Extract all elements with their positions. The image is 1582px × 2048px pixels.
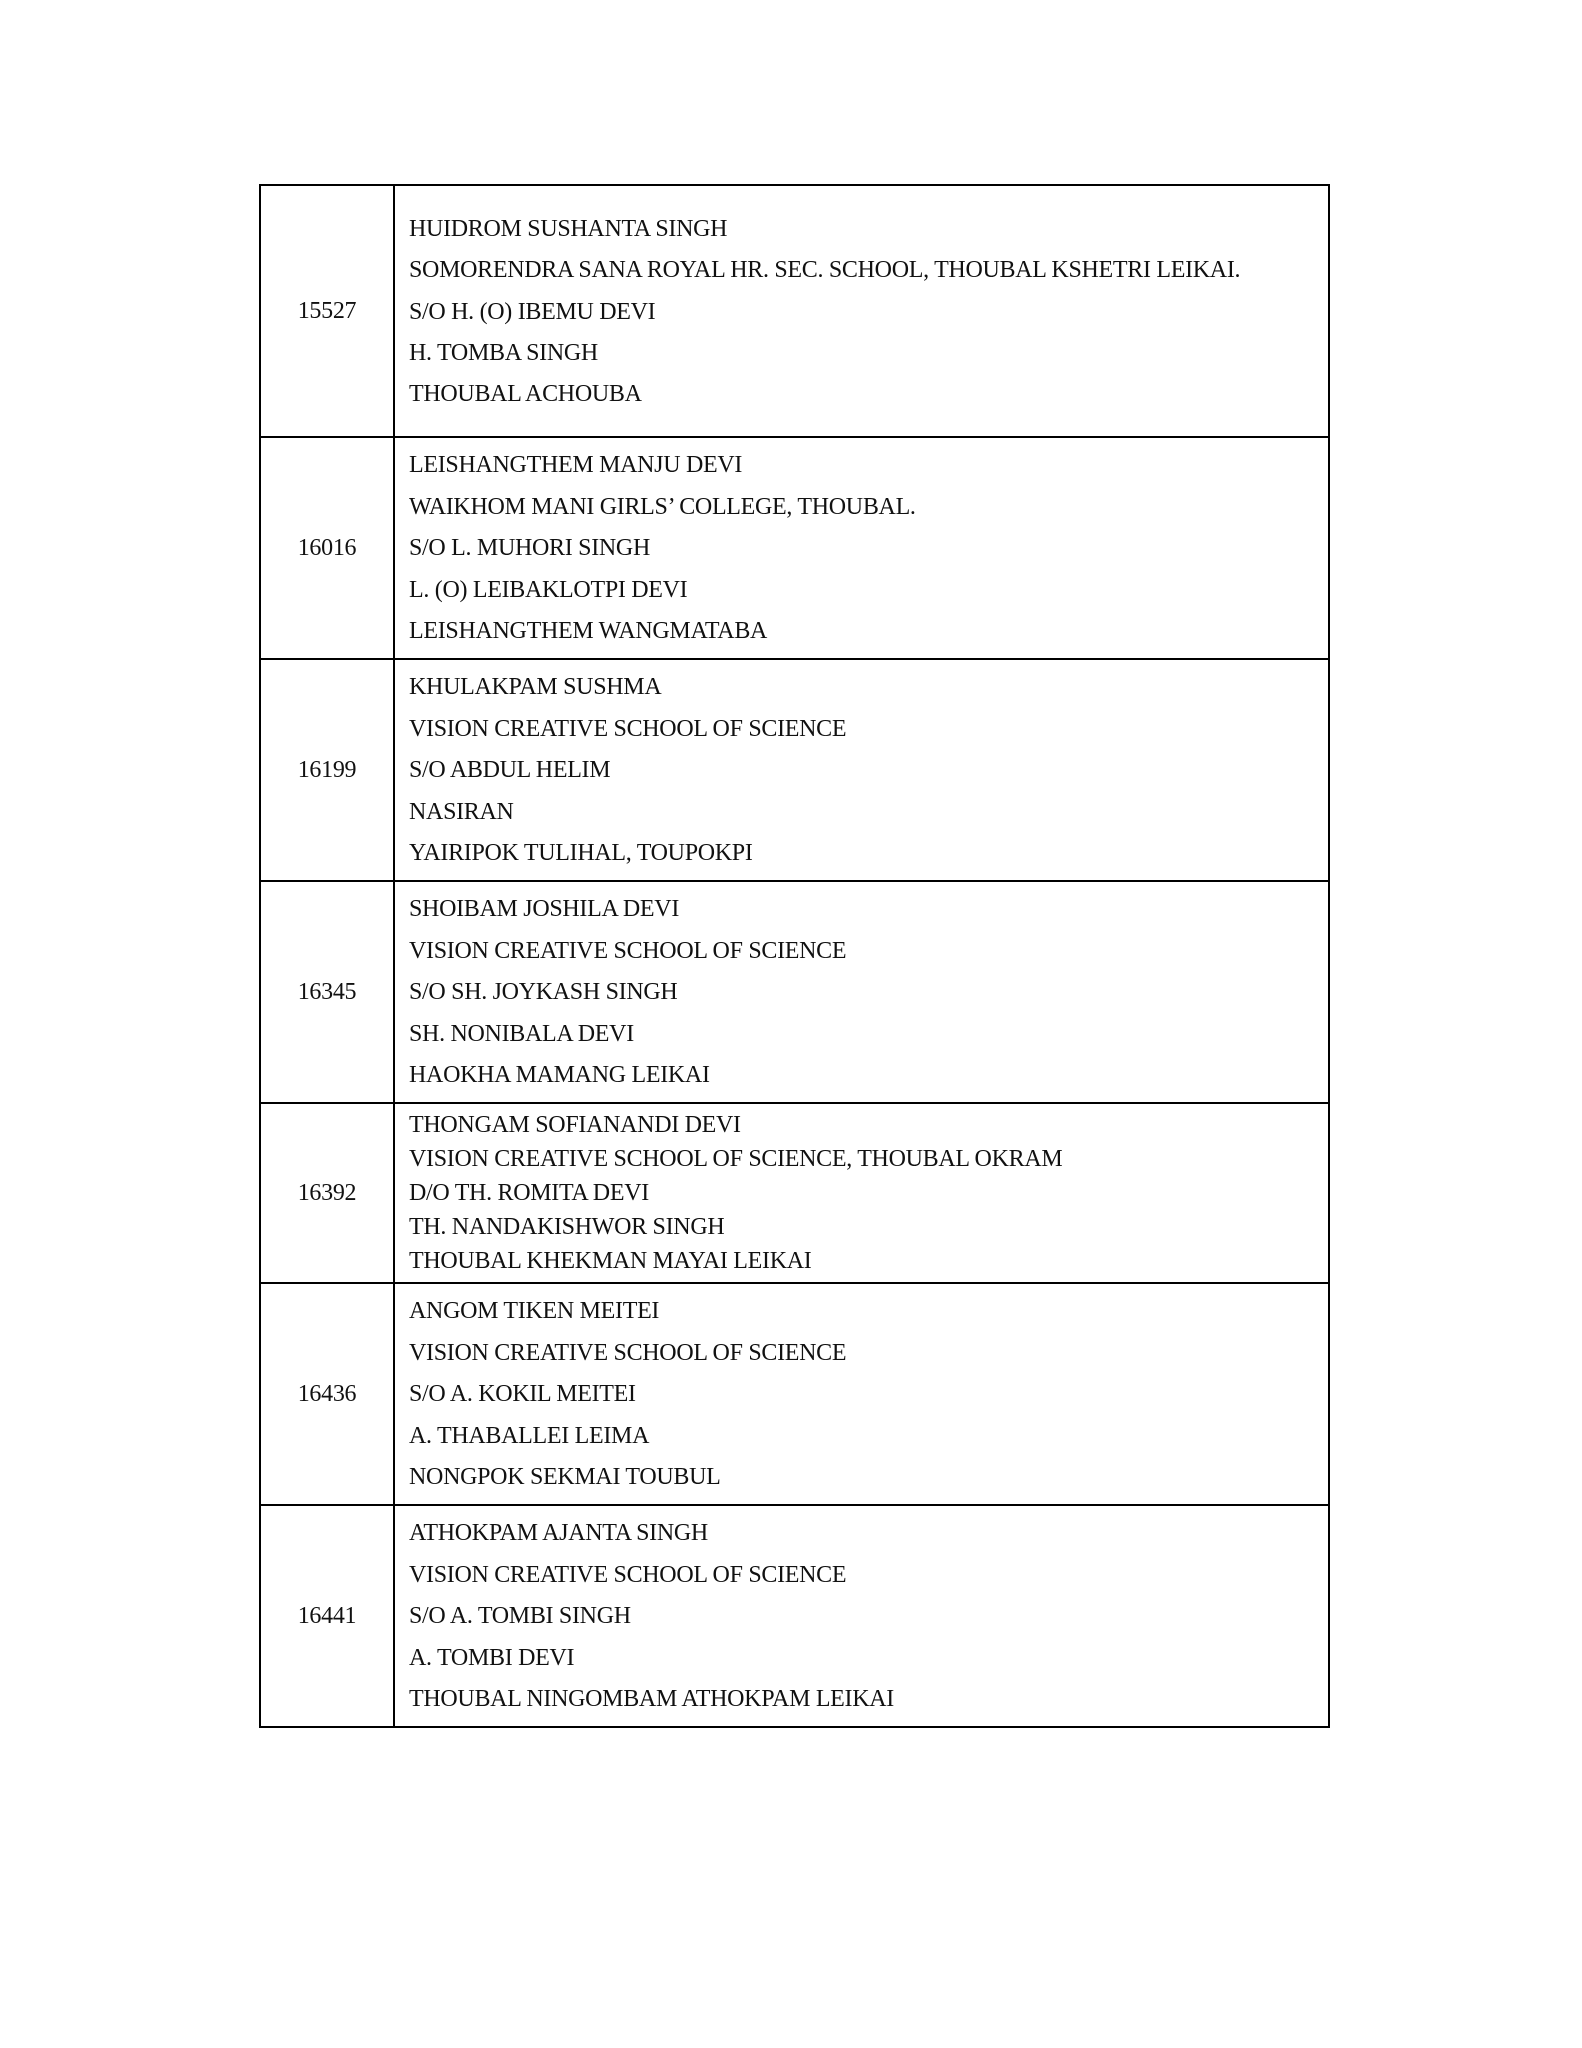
guardian-name: L. (O) LEIBAKLOTPI DEVI — [409, 576, 688, 603]
parent-relation: S/O SH. JOYKASH SINGH — [409, 979, 678, 1005]
guardian-name: A. THABALLEI LEIMA — [409, 1422, 650, 1449]
parent-relation: S/O H. (O) IBEMU DEVI — [409, 298, 656, 325]
record-id: 15527 — [260, 185, 394, 437]
record-details — [394, 1103, 1329, 1283]
parent-relation: S/O L. MUHORI SINGH — [409, 535, 650, 561]
address: THOUBAL ACHOUBA — [409, 380, 642, 407]
parent-relation: D/O TH. ROMITA DEVI — [409, 1180, 649, 1206]
table-row — [260, 437, 1329, 659]
table-row — [260, 1103, 1329, 1283]
table-row — [260, 881, 1329, 1103]
school-name: VISION CREATIVE SCHOOL OF SCIENCE — [409, 1561, 847, 1588]
guardian-name: SH. NONIBALA DEVI — [409, 1020, 634, 1047]
guardian-name: H. TOMBA SINGH — [409, 339, 598, 366]
record-id: 16016 — [260, 437, 394, 659]
address: HAOKHA MAMANG LEIKAI — [409, 1062, 710, 1088]
table-row — [260, 659, 1329, 881]
address: THOUBAL KHEKMAN MAYAI LEIKAI — [409, 1248, 812, 1274]
parent-relation: S/O ABDUL HELIM — [409, 757, 611, 783]
student-name: HUIDROM SUSHANTA SINGH — [409, 215, 728, 242]
record-details — [394, 1283, 1329, 1505]
record-id: 16441 — [260, 1505, 394, 1727]
guardian-name: A. TOMBI DEVI — [409, 1644, 575, 1671]
record-details — [394, 659, 1329, 881]
student-name: KHULAKPAM SUSHMA — [409, 674, 662, 700]
address: NONGPOK SEKMAI TOUBUL — [409, 1464, 721, 1490]
table-row — [260, 1283, 1329, 1505]
school-name: SOMORENDRA SANA ROYAL HR. SEC. SCHOOL, THOUBAL KSHETRI LEIKAI. — [409, 256, 1241, 283]
address: LEISHANGTHEM WANGMATABA — [409, 618, 768, 644]
guardian-name: NASIRAN — [409, 798, 514, 825]
student-name: THONGAM SOFIANANDI DEVI — [409, 1112, 741, 1138]
record-id: 16436 — [260, 1283, 394, 1505]
record-details — [394, 185, 1329, 437]
parent-relation: S/O A. KOKIL MEITEI — [409, 1381, 636, 1407]
address: THOUBAL NINGOMBAM ATHOKPAM LEIKAI — [409, 1686, 894, 1712]
guardian-name: TH. NANDAKISHWOR SINGH — [409, 1214, 725, 1240]
school-name: VISION CREATIVE SCHOOL OF SCIENCE — [409, 937, 847, 964]
school-name: VISION CREATIVE SCHOOL OF SCIENCE, THOUBAL OKRAM — [409, 1146, 1063, 1172]
record-id: 16345 — [260, 881, 394, 1103]
student-name: ANGOM TIKEN MEITEI — [409, 1298, 660, 1324]
student-name: ATHOKPAM AJANTA SINGH — [409, 1520, 708, 1546]
records-table — [259, 184, 1330, 1728]
student-name: LEISHANGTHEM MANJU DEVI — [409, 452, 743, 478]
record-details — [394, 437, 1329, 659]
parent-relation: S/O A. TOMBI SINGH — [409, 1603, 631, 1629]
record-id: 16199 — [260, 659, 394, 881]
school-name: WAIKHOM MANI GIRLS’ COLLEGE, THOUBAL. — [409, 493, 916, 520]
record-details — [394, 881, 1329, 1103]
table-row — [260, 1505, 1329, 1727]
student-name: SHOIBAM JOSHILA DEVI — [409, 896, 680, 922]
record-details — [394, 1505, 1329, 1727]
record-id: 16392 — [260, 1103, 394, 1283]
school-name: VISION CREATIVE SCHOOL OF SCIENCE — [409, 715, 847, 742]
school-name: VISION CREATIVE SCHOOL OF SCIENCE — [409, 1339, 847, 1366]
table-row — [260, 185, 1329, 437]
address: YAIRIPOK TULIHAL, TOUPOKPI — [409, 840, 753, 866]
